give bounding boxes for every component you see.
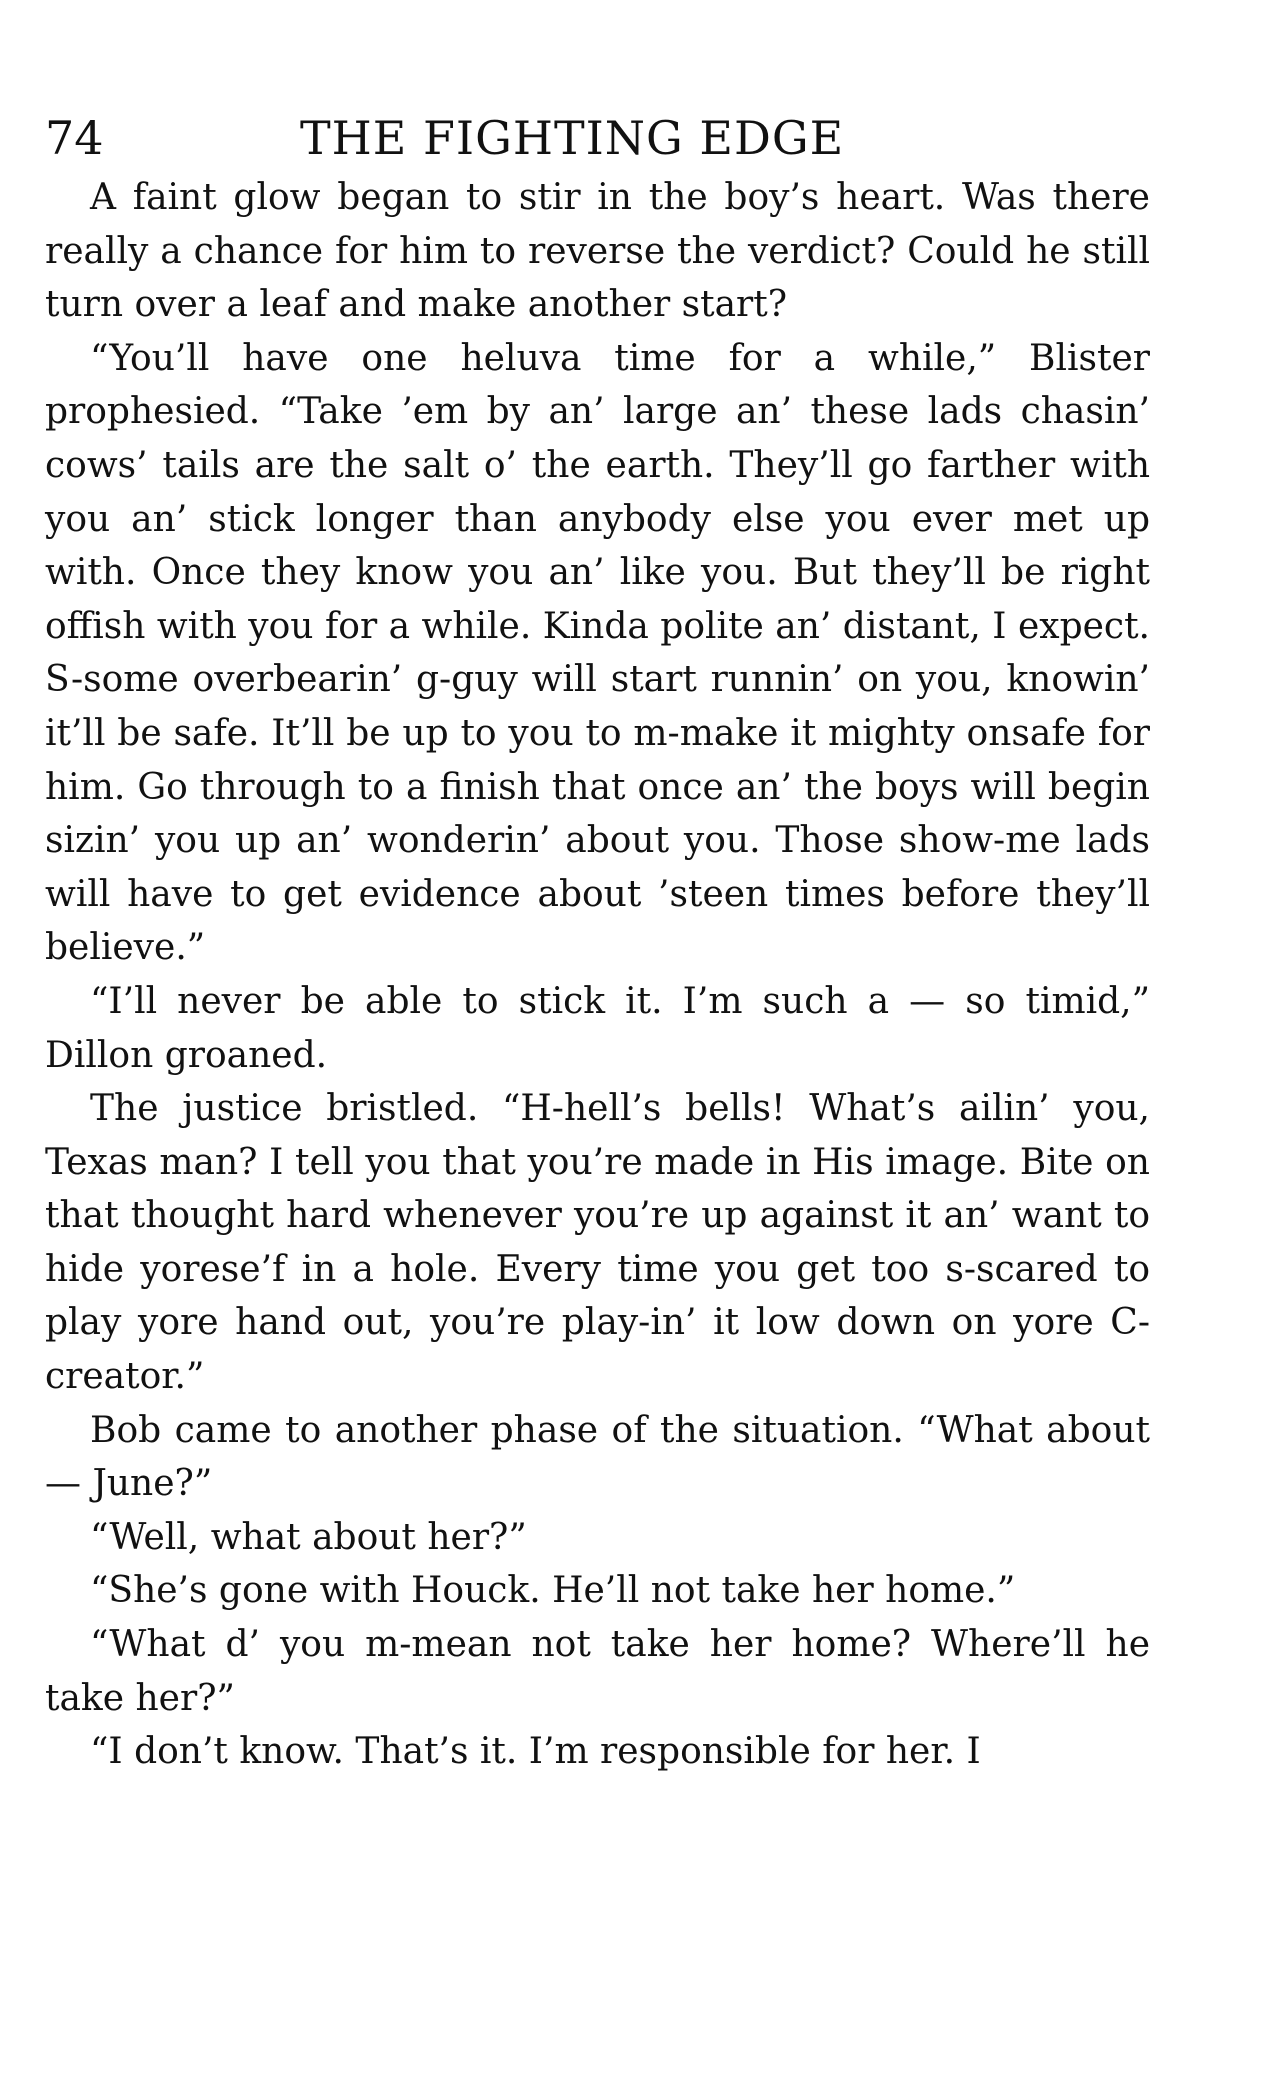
running-title: THE FIGHTING EDGE: [300, 111, 845, 165]
paragraph: “She’s gone with Houck. He’ll not take her home.”: [90, 1570, 1016, 1612]
paragraph: “You’ll have one heluva time for a while,” Blister prophesied. “Take ’em by an’ large an’ these lads chasin’ cows’ tails are the salt o’ the earth. They’ll go farther with you an’ stick longer than anybody else you ever met up with. Once they know you an’ like you. But they’ll be right offish with you for a while. Kinda polite an’ distant, I expect. S-some overbearin’ g-guy will start runnin’ on you, knowin’ it’ll be safe. It’ll be up to you to m-make it mighty onsafe for him. Go through to a finish that once an’ the boys will begin sizin’ you up an’ wonderin’ about you. Those show-me lads will have to get evidence about ’steen times before they’ll believe.”: [45, 337, 1150, 969]
paragraph: “What d’ you m-mean not take her home? Where’ll he take her?”: [45, 1624, 1150, 1719]
paragraph: “I don’t know. That’s it. I’m responsible for her. I: [90, 1731, 981, 1773]
paragraph: The justice bristled. “H-hell’s bells! What’s ailin’ you, Texas man? I tell you that you’re made in His image. Bite on that thought hard whenever you’re up against it an’ want to hide yorese’f in a hole. Every time you get too s-scared to play yore hand out, you’re play-in’ it low down on yore C-creator.”: [45, 1088, 1150, 1398]
body-text: [45, 171, 1150, 1779]
paragraph: A faint glow began to stir in the boy’s heart. Was there really a chance for him to reverse the verdict? Could he still turn over a leaf and make another start?: [45, 177, 1150, 326]
page-header: [45, 105, 1150, 171]
paragraph: “Well, what about her?”: [90, 1516, 527, 1558]
paragraph: “I’ll never be able to stick it. I’m such a — so timid,” Dillon groaned.: [45, 980, 1150, 1076]
paragraph: Bob came to another phase of the situation. “What about — June?”: [45, 1409, 1150, 1505]
book-page: [45, 105, 1150, 1779]
page-number: 74: [45, 111, 104, 165]
